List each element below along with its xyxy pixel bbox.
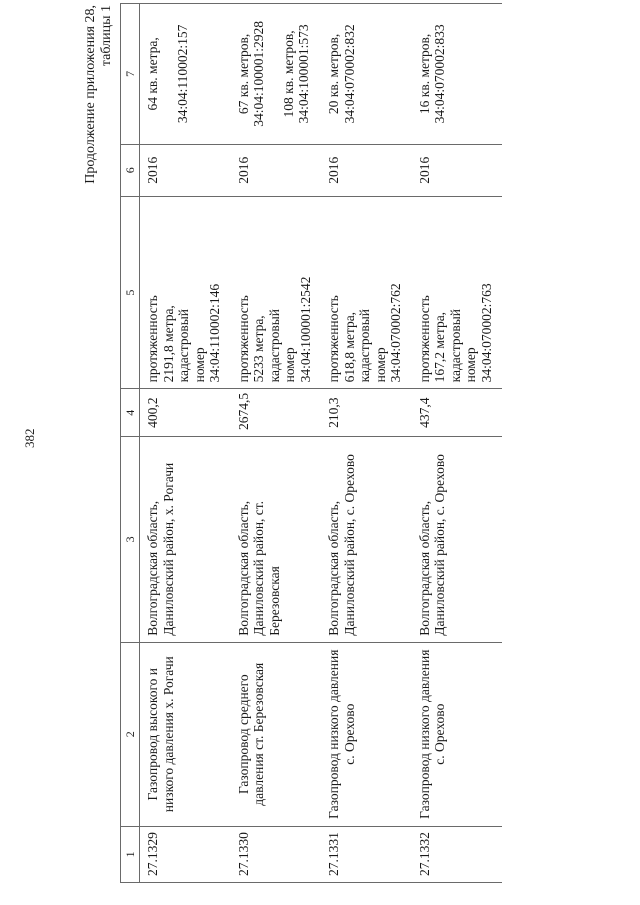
caption-line-2: таблицы 1	[99, 5, 114, 67]
land-plot-item: 64 кв. метра,	[145, 37, 160, 111]
year-cell: 2016	[231, 144, 322, 196]
header-cell: 6	[121, 144, 140, 196]
caption-line-1: Продолжение приложения 28,	[83, 5, 98, 184]
object-name: Газопровод низкого давления с. Орехово	[416, 649, 447, 819]
row-number-cell: 27.1330	[231, 826, 322, 882]
land-plot-item: 67 кв. метров, 34:04:100001:2928	[235, 21, 266, 127]
row-number-cell: 27.1331	[321, 826, 412, 882]
page-number: 382	[22, 428, 37, 448]
description-line: 618,8 метра,	[341, 311, 357, 383]
row-number-cell: 27.1332	[412, 826, 503, 882]
description-cell	[321, 196, 412, 389]
land-plot-item: 20 кв. метров, 34:04:070002:832	[326, 24, 357, 124]
year-cell: 2016	[412, 144, 503, 196]
description-line: кадастровый	[266, 308, 282, 383]
description-line: протяженность	[145, 295, 160, 383]
description-line: кадастровый	[176, 308, 191, 383]
land-plot-item: 34:04:110002:157	[174, 24, 190, 124]
description-line: 167,2 метра,	[432, 311, 447, 383]
object-name-cell	[412, 642, 503, 826]
table-row	[412, 4, 503, 883]
header-cell: 7	[121, 4, 140, 145]
table-caption	[83, 5, 115, 385]
land-plot-cell	[321, 4, 412, 145]
description-line: 34:04:110002:146	[207, 283, 222, 383]
object-name: Газопровод низкого давления с. Орехово	[326, 649, 357, 819]
header-cell: 3	[121, 437, 140, 643]
value-cell: 210,3	[321, 389, 412, 437]
object-name-cell	[321, 642, 412, 826]
object-name-cell	[231, 642, 322, 826]
description-line: 34:04:100001:2542	[297, 276, 313, 383]
description-line: 5233 метра,	[251, 315, 266, 383]
description-line: номер	[282, 347, 297, 383]
description-cell	[140, 196, 231, 389]
land-plot-item: 108 кв. метров, 34:04:100001:573	[280, 24, 311, 124]
table-row	[321, 4, 412, 883]
description-line: протяженность	[235, 295, 251, 383]
address-cell: Волгоградская область, Даниловский район, х. Рогачи	[140, 437, 231, 643]
header-cell: 1	[121, 826, 140, 882]
object-name: Газопровод среднего давления ст. Березовская	[235, 662, 266, 806]
land-plot-cell	[231, 4, 322, 145]
description-line: 34:04:070002:762	[388, 283, 403, 383]
description-cell	[231, 196, 322, 389]
table-row	[140, 4, 231, 883]
address-cell: Волгоградская область, Даниловский район, ст. Березовская	[231, 437, 322, 643]
value-cell: 400,2	[140, 389, 231, 437]
year-cell: 2016	[321, 144, 412, 196]
description-cell	[412, 196, 503, 389]
description-line: номер	[372, 347, 388, 383]
description-line: номер	[463, 347, 478, 383]
address-cell: Волгоградская область, Даниловский район, с. Орехово	[321, 437, 412, 643]
description-line: номер	[191, 347, 207, 383]
object-name-cell	[140, 642, 231, 826]
data-table	[120, 3, 502, 883]
object-name: Газопровод высокого и низкого давления х. Рогачи	[145, 656, 176, 813]
description-line: кадастровый	[357, 308, 372, 383]
rotated-page	[20, 3, 620, 883]
table-header-row	[121, 4, 140, 883]
value-cell: 2674,5	[231, 389, 322, 437]
description-line: 34:04:070002:763	[478, 283, 494, 383]
row-number-cell: 27.1329	[140, 826, 231, 882]
year-cell: 2016	[140, 144, 231, 196]
land-plot-cell	[412, 4, 503, 145]
description-line: 2191,8 метра,	[160, 305, 176, 383]
description-line: кадастровый	[447, 308, 463, 383]
land-plot-item: 16 кв. метров, 34:04:070002:833	[416, 24, 447, 124]
table-row	[231, 4, 322, 883]
value-cell: 437,4	[412, 389, 503, 437]
description-line: протяженность	[416, 295, 432, 383]
description-line: протяженность	[326, 295, 341, 383]
address-cell: Волгоградская область, Даниловский район, с. Орехово	[412, 437, 503, 643]
header-cell: 2	[121, 642, 140, 826]
land-plot-cell	[140, 4, 231, 145]
header-cell: 5	[121, 196, 140, 389]
header-cell: 4	[121, 389, 140, 437]
